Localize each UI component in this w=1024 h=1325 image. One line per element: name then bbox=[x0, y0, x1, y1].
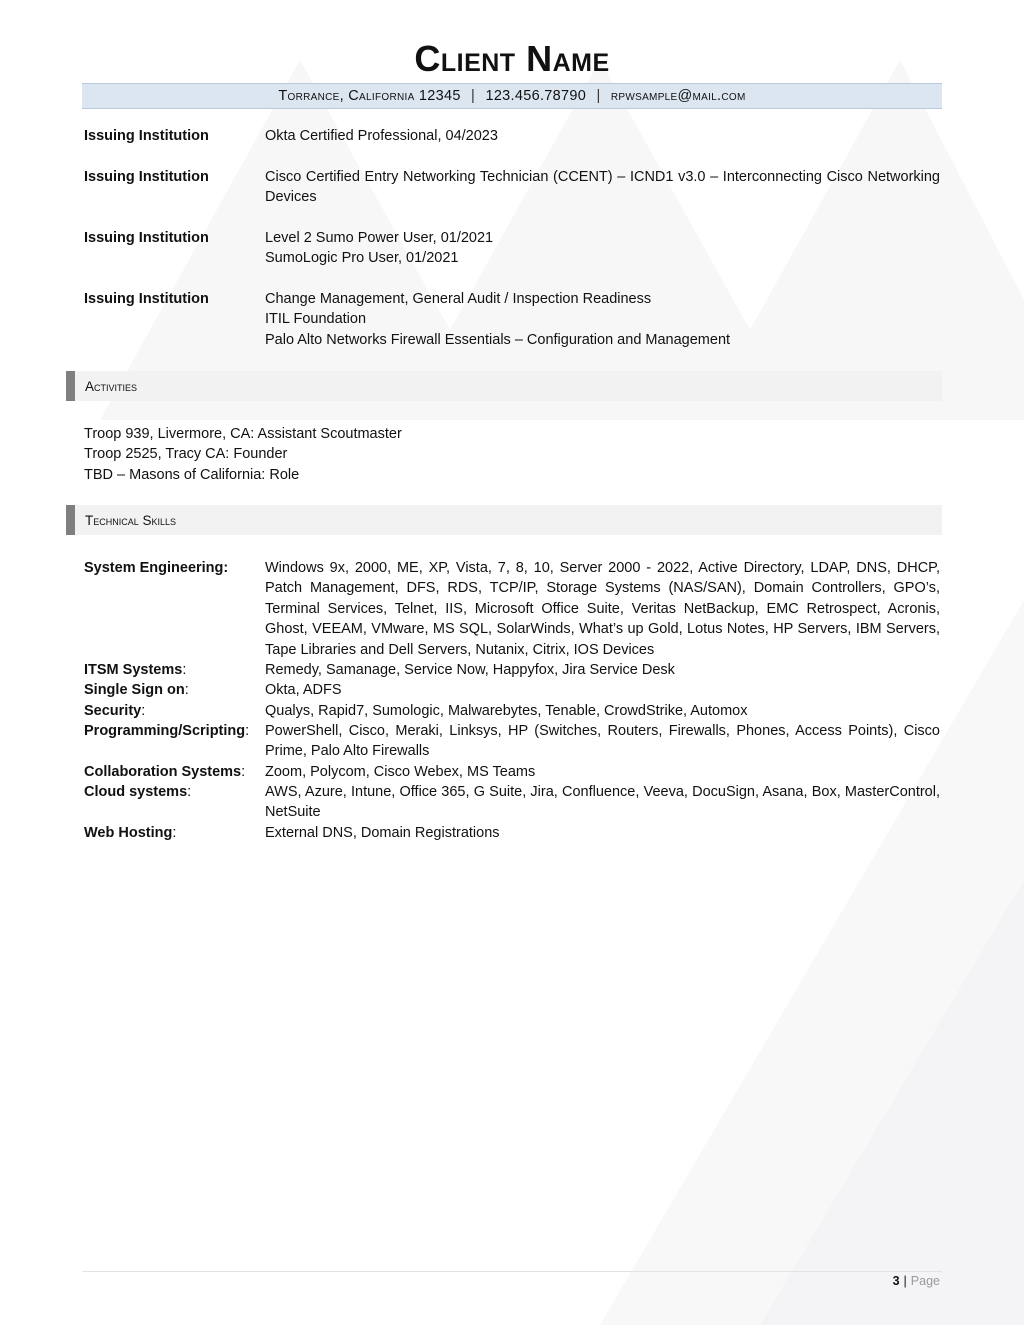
contact-email[interactable]: rpwsample@mail.com bbox=[610, 88, 746, 104]
certification-line: Change Management, General Audit / Inspection Readiness bbox=[265, 291, 652, 307]
contact-separator: | bbox=[596, 88, 601, 104]
activity-item: Troop 2525, Tracy CA: Founder bbox=[84, 446, 288, 463]
skill-value: AWS, Azure, Intune, Office 365, G Suite, Jira, Confluence, Veeva, DocuSign, Asana, Box, MasterControl, NetSuite bbox=[265, 784, 940, 821]
activities-list bbox=[84, 424, 402, 485]
skill-label-suffix: : bbox=[241, 764, 246, 780]
section-header-technical-skills bbox=[66, 505, 942, 535]
skill-label bbox=[84, 721, 264, 741]
skill-label bbox=[84, 680, 264, 700]
certification-line: Level 2 Sumo Power User, 01/2021 bbox=[265, 230, 494, 246]
footer-divider bbox=[82, 1271, 942, 1272]
certification-line: SumoLogic Pro User, 01/2021 bbox=[265, 250, 459, 267]
contact-phone: 123.456.78790 bbox=[485, 88, 587, 104]
page-number: 3 bbox=[892, 1274, 900, 1288]
certification-value bbox=[265, 228, 940, 269]
section-header-activities bbox=[66, 371, 942, 401]
skill-label bbox=[84, 660, 264, 680]
page-label: Page bbox=[910, 1274, 940, 1288]
skill-label bbox=[84, 762, 264, 782]
skill-value: Remedy, Samanage, Service Now, Happyfox, Jira Service Desk bbox=[265, 662, 675, 678]
contact-location: Torrance, California 12345 bbox=[278, 88, 461, 104]
activity-item: Troop 939, Livermore, CA: Assistant Scoutmaster bbox=[84, 426, 402, 442]
certification-label: Issuing Institution bbox=[84, 291, 209, 307]
skill-value: Zoom, Polycom, Cisco Webex, MS Teams bbox=[265, 764, 536, 780]
skill-label-text: System Engineering: bbox=[84, 560, 229, 576]
skill-label bbox=[84, 558, 264, 578]
certification-line: Cisco Certified Entry Networking Technician (CCENT) – ICND1 v3.0 – Interconnecting Cisco Networking Devices bbox=[265, 169, 940, 206]
certification-value bbox=[265, 126, 940, 146]
skill-value: Okta, ADFS bbox=[265, 682, 342, 698]
skill-label-suffix: : bbox=[172, 825, 177, 841]
skill-label-text: Cloud systems bbox=[84, 784, 188, 800]
skill-label-text: Collaboration Systems bbox=[84, 764, 242, 780]
skill-value: Qualys, Rapid7, Sumologic, Malwarebytes, Tenable, CrowdStrike, Automox bbox=[265, 703, 748, 719]
skill-label-suffix: : bbox=[245, 723, 250, 739]
skill-label bbox=[84, 701, 264, 721]
skill-label-suffix: : bbox=[187, 784, 192, 800]
certification-line: Palo Alto Networks Firewall Essentials – Configuration and Management bbox=[265, 331, 731, 348]
certification-label: Issuing Institution bbox=[84, 128, 209, 144]
skill-value: Windows 9x, 2000, ME, XP, Vista, 7, 8, 10, Server 2000 - 2022, Active Directory, LDAP, DNS, DHCP, Patch Management, DFS, RDS, TCP/IP, Storage Systems (NAS/SAN), Domain Controllers, GPO’s, Terminal Services, Telnet, IIS, Microsoft Office Suite, Veritas NetBackup, EMC Retrospect, Acronis, Ghost, VEEAM, VMware, MS SQL, SolarWinds, What’s up Gold, Lotus Notes, HP Servers, IBM Servers, Tape Libraries and Dell Servers, Nutanix, Citrix, IOS Devices bbox=[265, 560, 940, 658]
skill-value: PowerShell, Cisco, Meraki, Linksys, HP (Switches, Routers, Firewalls, Phones, Access Points), Cisco Prime, Palo Alto Firewalls bbox=[265, 723, 940, 760]
page-footer bbox=[893, 1274, 940, 1288]
skill-label bbox=[84, 823, 264, 843]
skill-label bbox=[84, 782, 264, 802]
skill-label-text: ITSM Systems bbox=[84, 662, 183, 678]
skill-label-suffix: : bbox=[184, 682, 189, 698]
certification-label: Issuing Institution bbox=[84, 169, 209, 185]
certification-line: Okta Certified Professional, 04/2023 bbox=[265, 128, 498, 144]
section-accent-bar bbox=[66, 371, 75, 401]
footer-separator: | bbox=[903, 1274, 907, 1288]
contact-bar bbox=[82, 83, 942, 109]
skill-label-text: Security bbox=[84, 703, 142, 719]
activity-item: TBD – Masons of California: Role bbox=[84, 466, 300, 483]
section-title: Technical Skills bbox=[85, 513, 177, 528]
skill-label-text: Web Hosting bbox=[84, 825, 173, 841]
certification-value bbox=[265, 289, 940, 350]
section-title: Activities bbox=[85, 379, 138, 394]
client-name: Client Name bbox=[414, 38, 610, 79]
certification-value bbox=[265, 167, 940, 208]
certification-label: Issuing Institution bbox=[84, 230, 209, 246]
certification-line: ITIL Foundation bbox=[265, 311, 367, 328]
skill-label-text: Programming/Scripting bbox=[84, 723, 246, 739]
contact-separator: | bbox=[471, 88, 476, 104]
section-accent-bar bbox=[66, 505, 75, 535]
skill-value: External DNS, Domain Registrations bbox=[265, 825, 500, 841]
skill-label-suffix: : bbox=[141, 703, 146, 719]
skill-label-text: Single Sign on bbox=[84, 682, 185, 698]
skill-label-suffix: : bbox=[182, 662, 187, 678]
